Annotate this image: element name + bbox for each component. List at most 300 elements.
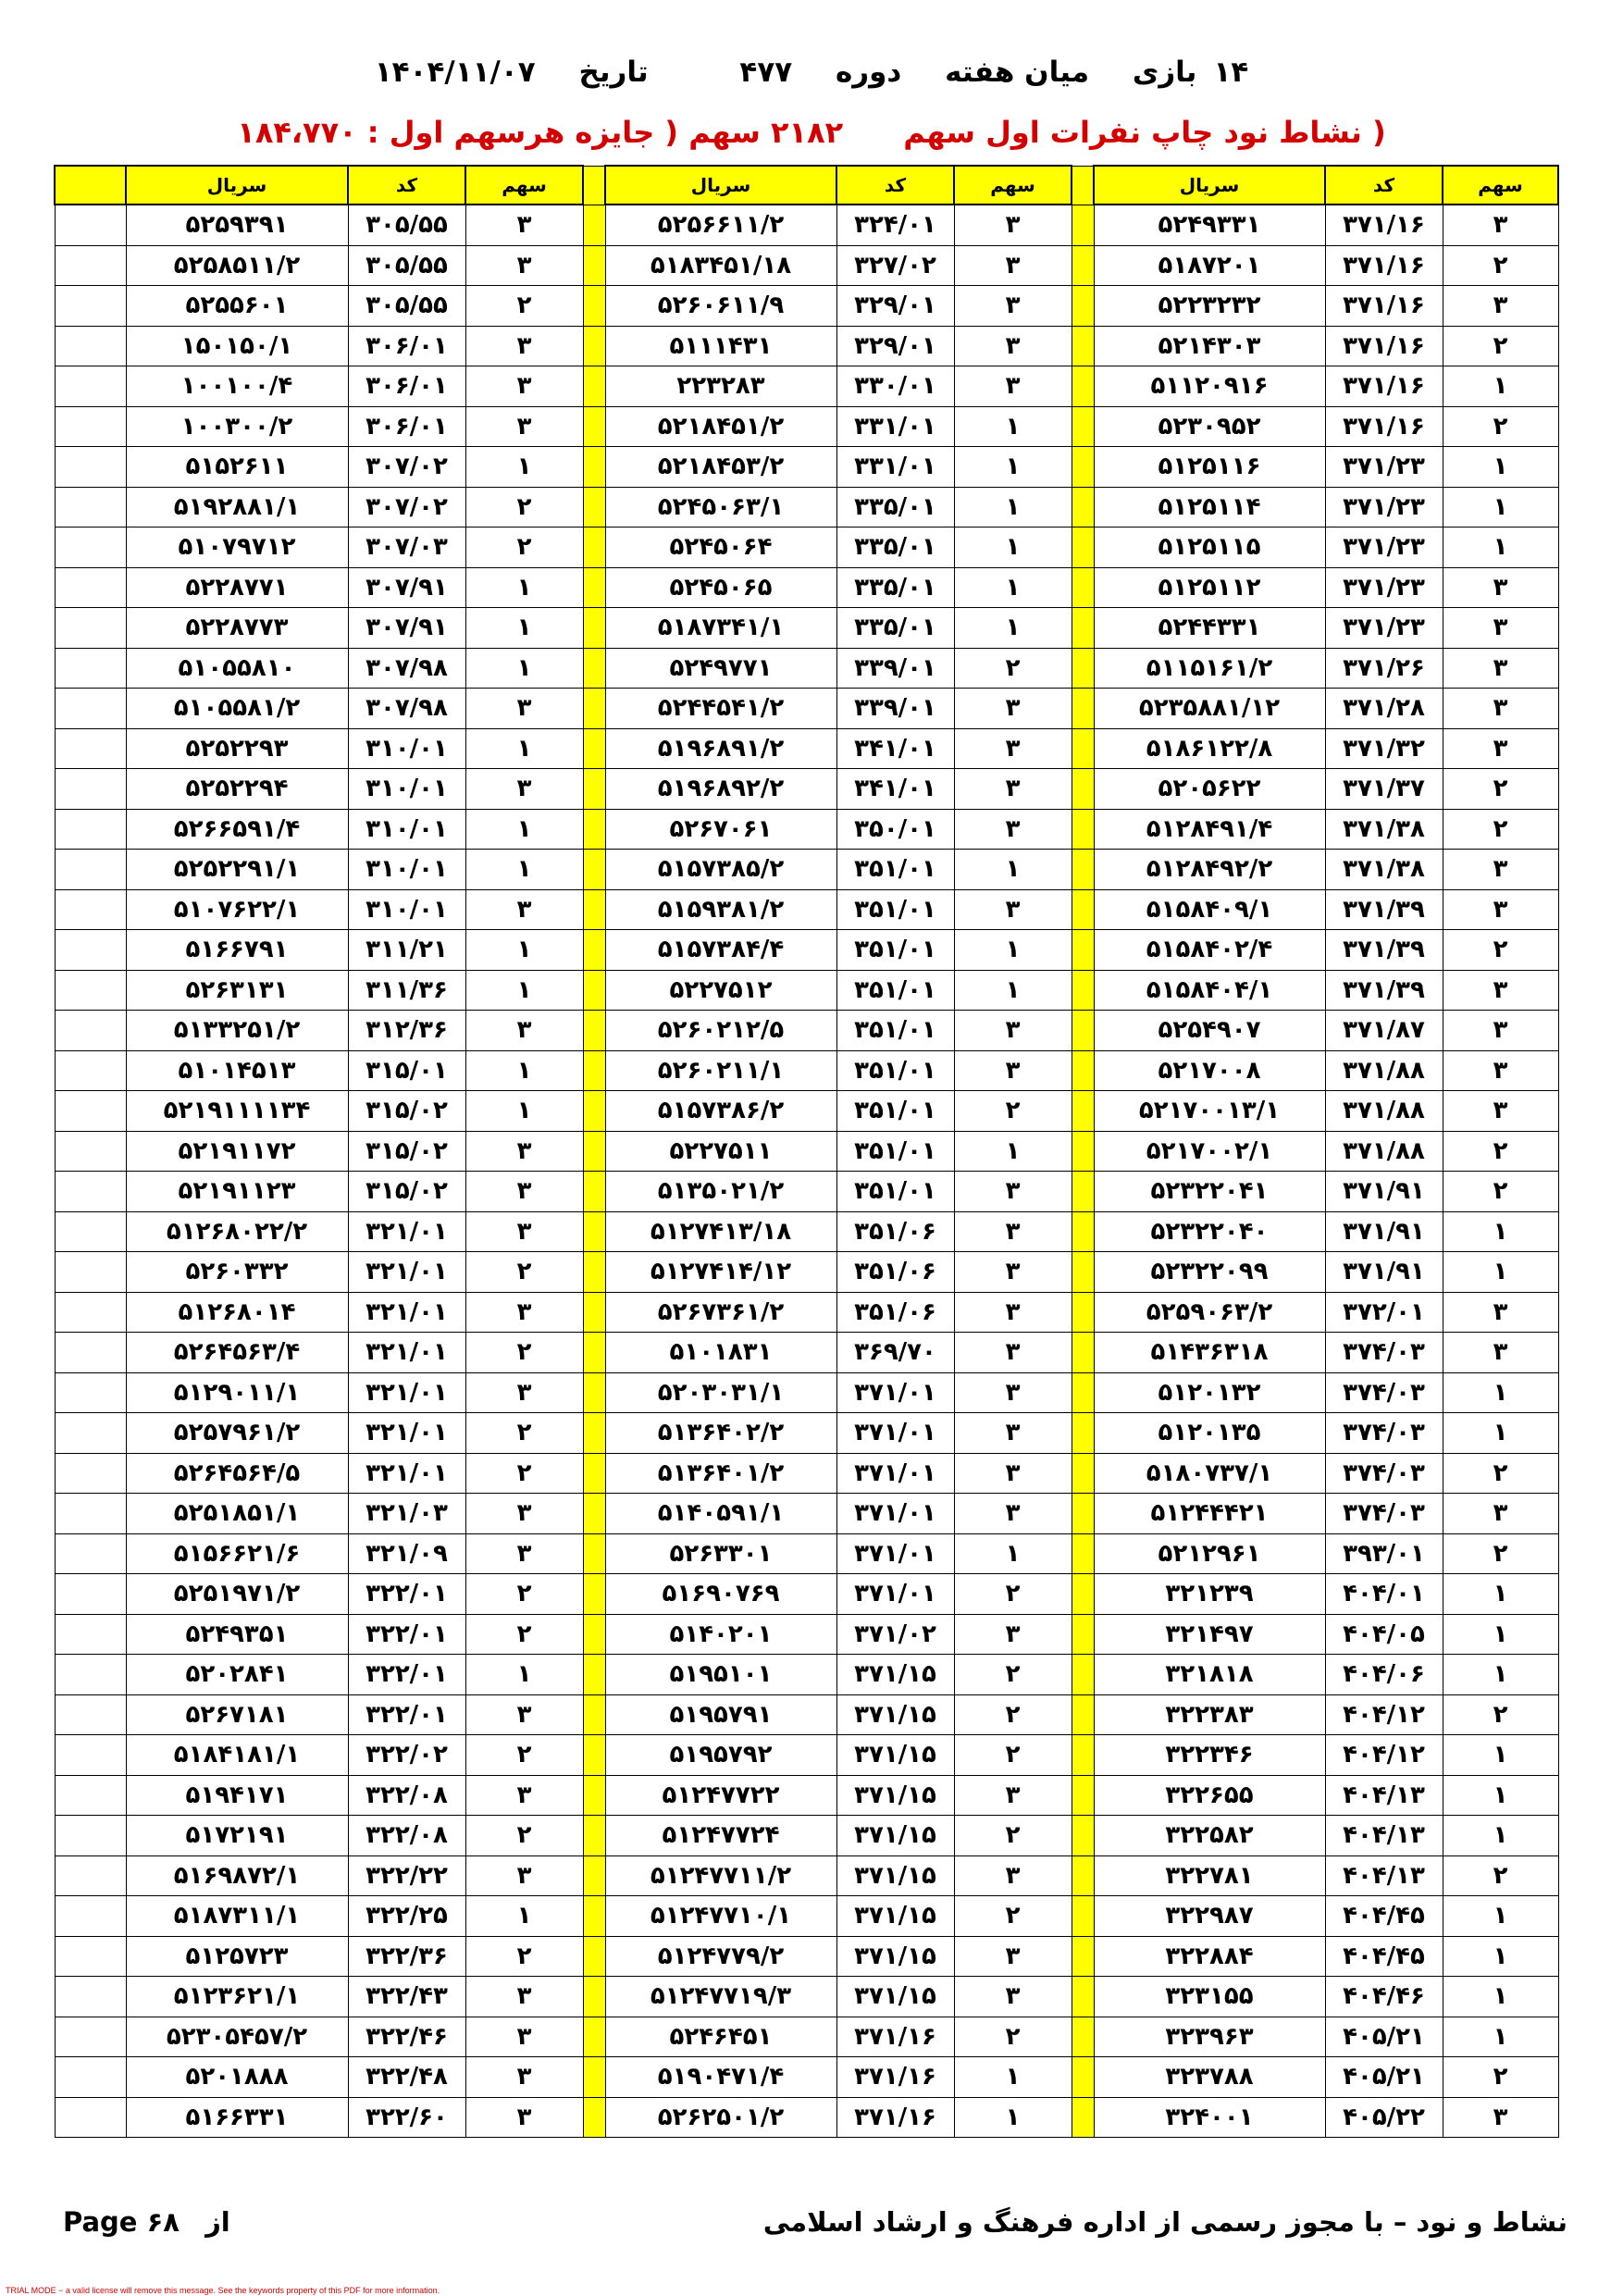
code-cell: ۳۲۱/۰۳ [348,1494,465,1534]
table-row [55,1372,1558,1413]
col-separator [1072,2057,1094,2098]
code-cell: ۳۲۲/۰۱ [348,1694,465,1735]
col-header-share: سهم [465,166,583,205]
code-cell: ۳۳۵/۰۱ [836,608,954,649]
code-cell: ۳۷۱/۹۱ [1325,1172,1443,1212]
serial-cell: ۵۲۳۲۲۰۴۱ [1094,1172,1325,1212]
code-cell: ۳۲۲/۳۶ [348,1936,465,1977]
col-spacer [55,245,126,286]
col-spacer [55,1896,126,1937]
code-cell: ۳۷۱/۱۵ [836,1816,954,1856]
share-cell: ۱ [1443,1655,1558,1695]
col-separator [583,608,605,649]
share-cell: ۲ [1443,326,1558,366]
share-cell: ۱ [465,1896,583,1937]
serial-cell: ۵۱۷۲۱۹۱ [126,1816,348,1856]
period-number: ۴۷۷ [739,56,793,89]
serial-cell: ۵۲۵۲۲۹۴ [126,769,348,810]
col-separator [583,1655,605,1695]
share-cell: ۳ [954,245,1072,286]
serial-cell: ۵۲۲۸۷۷۳ [126,608,348,649]
code-cell: ۳۱۰/۰۱ [348,889,465,930]
code-cell: ۳۲۱/۰۱ [348,1453,465,1494]
code-cell: ۳۷۱/۸۸ [1325,1050,1443,1091]
serial-cell: ۵۱۵۸۴۰۲/۴ [1094,930,1325,971]
col-separator [583,487,605,527]
code-cell: ۳۲۲/۲۵ [348,1896,465,1937]
table-row [55,1252,1558,1293]
serial-cell: ۵۲۱۸۴۵۱/۲ [605,406,836,447]
serial-cell: ۵۲۶۶۵۹۱/۴ [126,809,348,850]
prize-header [0,115,1623,150]
code-cell: ۳۳۰/۰۱ [836,366,954,407]
col-separator [1072,1655,1094,1695]
code-cell: ۳۵۱/۰۱ [836,1172,954,1212]
share-cell: ۱ [1443,1614,1558,1655]
col-separator [583,1494,605,1534]
share-cell: ۲ [954,1896,1072,1937]
serial-cell: ۵۱۲۴۷۷۲۴ [605,1816,836,1856]
share-cell: ۳ [465,1292,583,1333]
code-cell: ۳۷۱/۰۱ [836,1413,954,1454]
col-spacer [55,1936,126,1977]
col-spacer [55,1574,126,1615]
share-cell: ۲ [465,1453,583,1494]
share-cell: ۱ [465,447,583,488]
col-spacer [55,1614,126,1655]
code-cell: ۳۷۱/۱۶ [1325,366,1443,407]
serial-cell: ۵۲۴۵۰۶۵ [605,567,836,608]
col-separator [583,689,605,729]
col-separator [1072,1977,1094,2017]
code-cell: ۳۷۱/۱۶ [836,2097,954,2138]
serial-cell: ۵۲۳۰۹۵۲ [1094,406,1325,447]
serial-cell: ۵۲۶۷۳۶۱/۲ [605,1292,836,1333]
code-cell: ۳۷۱/۱۶ [1325,245,1443,286]
code-cell: ۳۰۷/۹۱ [348,608,465,649]
table-row [55,1977,1558,2017]
share-cell: ۳ [465,2017,583,2057]
table-row [55,2057,1558,2098]
code-cell: ۳۷۱/۳۷ [1325,769,1443,810]
serial-cell: ۵۲۶۷۱۸۱ [126,1694,348,1735]
serial-cell: ۱۰۰۳۰۰/۲ [126,406,348,447]
share-cell: ۱ [954,567,1072,608]
code-cell: ۳۵۰/۰۱ [836,809,954,850]
share-cell: ۳ [465,1011,583,1051]
code-cell: ۳۷۱/۱۶ [836,2017,954,2057]
share-cell: ۱ [465,1655,583,1695]
share-cell: ۱ [465,850,583,890]
serial-cell: ۵۱۸۳۴۵۱/۱۸ [605,245,836,286]
col-separator [1072,1131,1094,1172]
serial-cell: ۳۲۱۸۱۸ [1094,1655,1325,1695]
col-separator [583,850,605,890]
share-cell: ۳ [465,1694,583,1735]
code-cell: ۳۳۵/۰۱ [836,487,954,527]
code-cell: ۳۷۱/۹۱ [1325,1252,1443,1293]
col-separator [1072,728,1094,769]
col-spacer [55,1011,126,1051]
period-label: دوره [835,56,902,89]
col-separator [1072,1533,1094,1574]
share-cell: ۲ [954,648,1072,689]
serial-cell: ۱۵۰۱۵۰/۱ [126,326,348,366]
serial-cell: ۵۲۵۹۰۶۳/۲ [1094,1292,1325,1333]
table-row [55,2017,1558,2057]
table-row [55,889,1558,930]
code-cell: ۳۷۱/۸۸ [1325,1091,1443,1132]
draw-type: میان هفته [945,56,1090,89]
share-cell: ۲ [465,1614,583,1655]
share-cell: ۱ [954,527,1072,568]
col-separator [583,769,605,810]
serial-cell: ۵۱۴۰۵۹۱/۱ [605,1494,836,1534]
code-cell: ۳۰۶/۰۱ [348,406,465,447]
col-separator [1072,1091,1094,1132]
serial-cell: ۵۲۱۹۱۱۲۳ [126,1172,348,1212]
serial-cell: ۵۲۵۹۳۹۱ [126,205,348,245]
code-cell: ۳۲۷/۰۲ [836,245,954,286]
code-cell: ۳۷۱/۰۱ [836,1453,954,1494]
serial-cell: ۳۲۱۲۳۹ [1094,1574,1325,1615]
serial-cell: ۵۲۵۱۸۵۱/۱ [126,1494,348,1534]
col-spacer [55,689,126,729]
code-cell: ۳۰۷/۹۸ [348,689,465,729]
serial-cell: ۲۲۳۲۸۳ [605,366,836,407]
share-cell: ۱ [954,608,1072,649]
share-cell: ۲ [1443,1694,1558,1735]
serial-cell: ۵۲۱۹۱۱۱۱۳۴ [126,1091,348,1132]
col-spacer [55,769,126,810]
share-cell: ۲ [465,487,583,527]
serial-cell: ۵۱۳۵۰۲۱/۲ [605,1172,836,1212]
share-cell: ۲ [954,1574,1072,1615]
serial-cell: ۵۱۱۱۴۳۱ [605,326,836,366]
code-cell: ۳۷۱/۳۸ [1325,809,1443,850]
col-separator [583,2097,605,2138]
code-cell: ۳۱۲/۳۶ [348,1011,465,1051]
col-separator [583,1855,605,1896]
serial-cell: ۵۱۰۵۵۸۱/۲ [126,689,348,729]
col-spacer [55,2097,126,2138]
serial-cell: ۵۲۵۲۲۹۱/۱ [126,850,348,890]
col-spacer [55,406,126,447]
col-separator [1072,850,1094,890]
share-cell: ۱ [954,1533,1072,1574]
share-cell: ۳ [465,1494,583,1534]
share-cell: ۲ [1443,1533,1558,1574]
serial-cell: ۵۱۹۵۷۹۲ [605,1735,836,1776]
serial-cell: ۵۲۳۲۲۰۹۹ [1094,1252,1325,1293]
col-separator [583,1533,605,1574]
col-separator [1072,1735,1094,1776]
share-cell: ۱ [1443,1936,1558,1977]
serial-cell: ۵۲۶۷۰۶۱ [605,809,836,850]
table-row [55,648,1558,689]
share-cell: ۳ [954,1855,1072,1896]
col-separator [1072,1211,1094,1252]
share-cell: ۳ [954,769,1072,810]
serial-cell: ۵۱۱۲۰۹۱۶ [1094,366,1325,407]
serial-cell: ۵۲۳۵۸۸۱/۱۲ [1094,689,1325,729]
col-separator [583,1050,605,1091]
col-separator [1072,1614,1094,1655]
serial-cell: ۵۲۴۹۳۵۱ [126,1614,348,1655]
col-separator [583,406,605,447]
col-separator [583,1372,605,1413]
share-cell: ۳ [465,1775,583,1816]
col-separator [1072,1816,1094,1856]
code-cell: ۳۷۱/۲۳ [1325,527,1443,568]
share-cell: ۳ [465,889,583,930]
code-cell: ۳۳۵/۰۱ [836,567,954,608]
code-cell: ۳۵۱/۰۱ [836,889,954,930]
table-row [55,1896,1558,1937]
code-cell: ۴۰۵/۲۱ [1325,2017,1443,2057]
serial-cell: ۵۲۵۲۲۹۳ [126,728,348,769]
code-cell: ۳۷۱/۱۶ [1325,286,1443,327]
code-cell: ۳۶۹/۷۰ [836,1333,954,1373]
table-row [55,1735,1558,1776]
share-cell: ۱ [954,1131,1072,1172]
col-spacer [55,1372,126,1413]
col-spacer [55,1211,126,1252]
serial-cell: ۵۱۶۹۸۷۲/۱ [126,1855,348,1896]
code-cell: ۳۲۲/۰۸ [348,1775,465,1816]
share-cell: ۲ [954,1091,1072,1132]
serial-cell: ۵۱۲۴۷۷۹/۲ [605,1936,836,1977]
serial-cell: ۵۱۲۵۱۱۶ [1094,447,1325,488]
col-spacer [55,166,126,205]
share-cell: ۱ [1443,1413,1558,1454]
col-spacer [55,1494,126,1534]
code-cell: ۳۱۰/۰۱ [348,850,465,890]
col-spacer [55,567,126,608]
share-cell: ۲ [465,1252,583,1293]
share-cell: ۲ [465,1574,583,1615]
col-header-code: کد [1325,166,1443,205]
share-cell: ۳ [1443,286,1558,327]
col-spacer [55,1775,126,1816]
code-cell: ۳۲۲/۰۱ [348,1574,465,1615]
code-cell: ۳۷۱/۸۸ [1325,1131,1443,1172]
col-separator [1072,245,1094,286]
share-cell: ۳ [1443,1011,1558,1051]
share-cell: ۱ [465,608,583,649]
col-separator [1072,1372,1094,1413]
serial-cell: ۵۲۶۲۵۰۱/۲ [605,2097,836,2138]
share-cell: ۳ [1443,1050,1558,1091]
col-separator [1072,487,1094,527]
table-row [55,1494,1558,1534]
serial-cell: ۵۱۹۶۸۹۲/۲ [605,769,836,810]
share-cell: ۱ [1443,487,1558,527]
serial-cell: ۵۲۵۸۵۱۱/۲ [126,245,348,286]
col-separator [583,567,605,608]
code-cell: ۳۹۳/۰۱ [1325,1533,1443,1574]
share-cell: ۲ [954,1735,1072,1776]
table-row [55,527,1558,568]
col-separator [1072,1896,1094,1937]
col-separator [1072,769,1094,810]
code-cell: ۳۷۱/۰۱ [836,1574,954,1615]
code-cell: ۳۷۲/۰۱ [1325,1292,1443,1333]
col-spacer [55,1050,126,1091]
serial-cell: ۱۰۰۱۰۰/۴ [126,366,348,407]
code-cell: ۳۱۰/۰۱ [348,728,465,769]
code-cell: ۳۷۱/۲۳ [1325,487,1443,527]
share-cell: ۳ [1443,728,1558,769]
col-separator [583,648,605,689]
code-cell: ۳۲۲/۴۸ [348,2057,465,2098]
col-spacer [55,930,126,971]
serial-cell: ۵۱۳۶۴۰۲/۲ [605,1413,836,1454]
col-separator [1072,527,1094,568]
col-separator [1072,1855,1094,1896]
serial-cell: ۵۱۲۵۷۲۳ [126,1936,348,1977]
serial-cell: ۵۱۹۰۴۷۱/۴ [605,2057,836,2098]
draw-label: بازی [1132,56,1197,89]
share-cell: ۳ [465,1533,583,1574]
col-separator [1072,1936,1094,1977]
serial-cell: ۵۲۰۱۸۸۸ [126,2057,348,2098]
col-separator [583,447,605,488]
page-of-label: از [205,2206,230,2238]
serial-cell: ۵۲۴۹۳۳۱ [1094,205,1325,245]
col-header-serial: سریال [1094,166,1325,205]
table-row [55,286,1558,327]
table-row [55,809,1558,850]
code-cell: ۴۰۴/۱۳ [1325,1855,1443,1896]
code-cell: ۳۷۱/۰۱ [836,1533,954,1574]
code-cell: ۳۳۱/۰۱ [836,406,954,447]
footer-license: نشاط و نود – با مجوز رسمی از اداره فرهنگ و ارشاد اسلامی [762,2206,1567,2238]
serial-cell: ۳۲۲۸۸۴ [1094,1936,1325,1977]
code-cell: ۳۷۱/۰۱ [836,1494,954,1534]
table-row [55,1855,1558,1896]
share-cell: ۲ [954,2017,1072,2057]
col-spacer [55,527,126,568]
serial-cell: ۵۲۵۵۶۰۱ [126,286,348,327]
col-spacer [55,326,126,366]
code-cell: ۳۰۵/۵۵ [348,245,465,286]
serial-cell: ۵۱۸۷۳۴۱/۱ [605,608,836,649]
col-separator [583,527,605,568]
share-cell: ۲ [1443,1131,1558,1172]
table-row [55,1211,1558,1252]
code-cell: ۳۰۷/۹۱ [348,567,465,608]
serial-cell: ۵۱۵۹۳۸۱/۲ [605,889,836,930]
table-row [55,366,1558,407]
col-separator [583,1172,605,1212]
table-row [55,1816,1558,1856]
share-cell: ۳ [954,366,1072,407]
table-row [55,1453,1558,1494]
share-cell: ۳ [954,1172,1072,1212]
code-cell: ۳۲۲/۴۳ [348,1977,465,2017]
share-cell: ۱ [1443,1977,1558,2017]
serial-cell: ۵۱۲۶۸۰۱۴ [126,1292,348,1333]
col-spacer [55,1816,126,1856]
col-separator [583,1211,605,1252]
serial-cell: ۵۱۰۵۵۸۱۰ [126,648,348,689]
share-cell: ۱ [465,567,583,608]
table-row [55,1333,1558,1373]
serial-cell: ۵۱۲۴۷۷۱۱/۲ [605,1855,836,1896]
code-cell: ۴۰۴/۰۱ [1325,1574,1443,1615]
footer-page [63,2206,230,2238]
share-cell: ۳ [954,1211,1072,1252]
code-cell: ۳۷۱/۱۵ [836,1655,954,1695]
date-label: تاریخ [578,56,649,89]
share-cell: ۳ [954,889,1072,930]
serial-cell: ۵۲۶۳۱۳۱ [126,970,348,1011]
prize-details: ۲۱۸۲ سهم ( جایزه هرسهم اول : ۱۸۴،۷۷۰ [237,115,844,150]
serial-cell: ۵۱۲۵۱۱۴ [1094,487,1325,527]
share-cell: ۱ [1443,1252,1558,1293]
code-cell: ۳۲۱/۰۱ [348,1333,465,1373]
serial-cell: ۵۱۰۷۹۷۱۲ [126,527,348,568]
serial-cell: ۵۲۶۳۳۰۱ [605,1533,836,1574]
col-separator [1072,567,1094,608]
share-cell: ۱ [1443,447,1558,488]
col-separator [583,205,605,245]
table-row [55,1775,1558,1816]
serial-cell: ۵۲۴۴۳۳۱ [1094,608,1325,649]
serial-cell: ۵۱۲۶۸۰۲۲/۲ [126,1211,348,1252]
col-separator [583,1896,605,1937]
table-row [55,1533,1558,1574]
serial-cell: ۵۱۲۵۱۱۲ [1094,567,1325,608]
serial-cell: ۵۱۵۲۶۱۱ [126,447,348,488]
serial-cell: ۵۲۲۸۷۷۱ [126,567,348,608]
col-spacer [55,1172,126,1212]
code-cell: ۳۲۲/۴۶ [348,2017,465,2057]
code-cell: ۴۰۴/۱۳ [1325,1816,1443,1856]
serial-cell: ۵۲۴۹۷۷۱ [605,648,836,689]
serial-cell: ۵۲۵۴۹۰۷ [1094,1011,1325,1051]
col-separator [1072,809,1094,850]
col-spacer [55,970,126,1011]
code-cell: ۳۷۴/۰۳ [1325,1413,1443,1454]
share-cell: ۳ [465,1211,583,1252]
col-spacer [55,648,126,689]
serial-cell: ۵۲۲۳۲۳۲ [1094,286,1325,327]
page-number: ۶۸ [146,2206,180,2238]
table-row [55,1091,1558,1132]
col-separator [1072,970,1094,1011]
share-cell: ۳ [465,1372,583,1413]
share-cell: ۳ [1443,648,1558,689]
share-cell: ۳ [465,1977,583,2017]
serial-cell: ۵۱۲۸۴۹۱/۴ [1094,809,1325,850]
code-cell: ۳۷۱/۰۲ [836,1614,954,1655]
code-cell: ۳۷۱/۱۵ [836,1977,954,2017]
code-cell: ۳۲۲/۰۱ [348,1614,465,1655]
share-cell: ۳ [1443,2097,1558,2138]
serial-cell: ۵۲۶۰۶۱۱/۹ [605,286,836,327]
col-spacer [55,1292,126,1333]
col-separator [1072,1453,1094,1494]
serial-cell: ۵۲۶۴۵۶۴/۵ [126,1453,348,1494]
serial-cell: ۳۲۲۵۸۲ [1094,1816,1325,1856]
col-header-serial: سریال [605,166,836,205]
share-cell: ۲ [1443,930,1558,971]
serial-cell: ۳۲۳۹۶۳ [1094,2017,1325,2057]
code-cell: ۳۵۱/۰۱ [836,850,954,890]
code-cell: ۳۷۱/۲۶ [1325,648,1443,689]
